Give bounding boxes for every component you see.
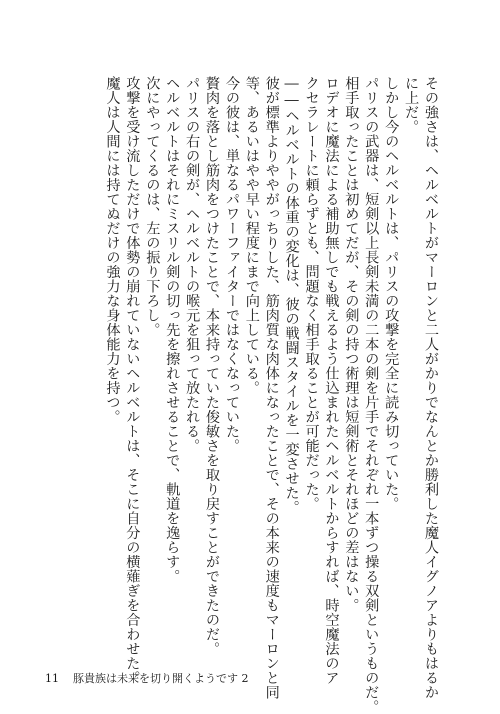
text-line: 彼が標準よりややがっちりした、筋肉質な肉体になったことで、その本来の速度もマーロンと同 — [263, 76, 280, 700]
text-line: に上だ。 — [403, 76, 420, 134]
text-line: その強さは、ヘルベルトがマーロンと二人がかりでなんとか勝利した魔人イグノアよりもはるか — [423, 76, 439, 700]
text-line: しかし今のヘルベルトは、パリスの攻撃を完全に読み切っていた。 — [383, 76, 400, 511]
text-line: 相手取ったことは初めてだが、その剣の持つ術理は短剣術とそれほどの差はない。 — [343, 76, 360, 613]
text-line: 贅肉を落とし筋肉をつけたことで、本来持っていた俊敏さを取り戻すことができたのだ。 — [204, 76, 221, 656]
text-line: ロデオに魔法による補助無しでも戦えるよう仕込まれたヘルベルトからすれば、時空魔法のア — [323, 76, 340, 685]
text-line: パリスの右の剣が、ヘルベルトの喉元を狙って放たれる。 — [184, 76, 201, 453]
page-footer — [45, 670, 249, 686]
text-line: パリスの武器は、短剣以上長剣未満の二本の剣を片手でそれぞれ一本ずつ操る双剣というものだ。 — [363, 76, 380, 714]
text-line: 次にやってくるのは、左の振り下ろし。 — [144, 76, 161, 337]
text-line: ヘルベルトはそれにミスリル剣の切っ先を擦れさせることで、軌道を逸らす。 — [164, 76, 181, 584]
book-title: 豚貴族は未来を切り開くようです 2 — [73, 672, 249, 685]
text-line: 等、あるいはやや早い程度にまで向上している。 — [243, 76, 260, 395]
text-line: クセラレートに頼らずとも、問題なく相手取ることが可能だった。 — [303, 76, 320, 511]
text-line: ――ヘルベルトの体重の変化は、彼の戦闘スタイルを一変させた。 — [283, 76, 300, 515]
text-line: 今の彼は、単なるパワーファイターではなくなっていた。 — [223, 76, 240, 453]
page-number: 11 — [45, 672, 59, 685]
text-line: 攻撃を受け流しただけで体勢の崩れていないヘルベルトは、そこに自分の横薙ぎを合わせた。 — [124, 76, 141, 685]
text-line: 魔人は人間には持てぬだけの強力な身体能力を持つ。 — [104, 76, 121, 424]
